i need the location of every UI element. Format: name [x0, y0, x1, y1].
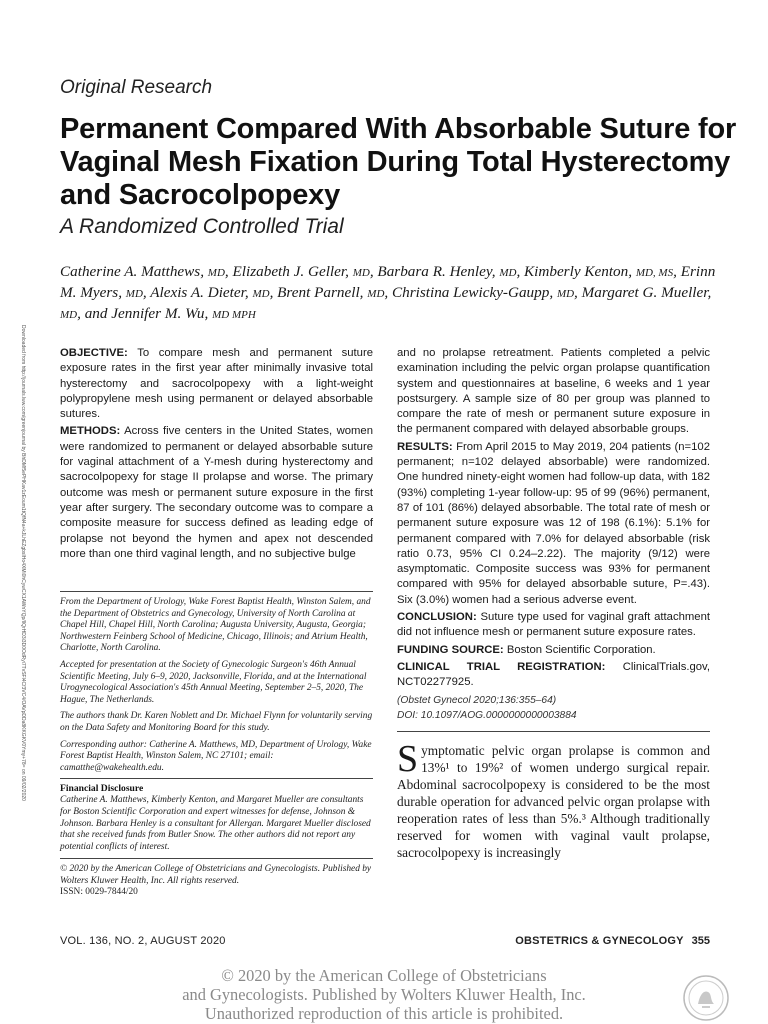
- author-degree: MD: [352, 267, 370, 279]
- abstract-funding: [397, 643, 710, 658]
- disclosure-title: Financial Disclosure: [60, 783, 144, 795]
- running-footer: [515, 935, 710, 947]
- author-name: Catherine A. Matthews,: [60, 263, 208, 280]
- abstract-left-column: [60, 346, 373, 564]
- author-degree: MD: [556, 288, 575, 300]
- funding-text: Boston Scientific Corporation.: [506, 643, 656, 656]
- author-degree: MD: [125, 288, 143, 300]
- author-name: Kimberly Kenton,: [524, 263, 636, 280]
- doi-line: DOI: 10.1097/AOG.0000000000003884: [397, 709, 577, 721]
- front-matter-notes: [60, 591, 373, 899]
- author-name: Christina Lewicky-Gaupp,: [391, 284, 557, 301]
- conclusion-text: Suture type used for vaginal graft attachment did not influence mesh or permanent suture exposure rates.: [397, 611, 710, 639]
- article-type-label: Original Research: [60, 77, 213, 98]
- article-subtitle: A Randomized Controlled Trial: [60, 215, 344, 238]
- author-degree: MD: [207, 267, 225, 279]
- author-name: Barbara R. Henley,: [377, 263, 500, 280]
- results-label: RESULTS:: [397, 440, 453, 453]
- copyright-watermark: [0, 966, 768, 1023]
- author-degree: MD: [499, 267, 517, 279]
- citation-line: (Obstet Gynecol 2020;136:355–64): [397, 694, 557, 706]
- disclosure-note: Catherine A. Matthews, Kimberly Kenton, and Margaret Mueller are consultants for Boston Scientific Corporation and expert witnesses for defense, Johnson & Johnson. Barbara Henley is a consultant for Allergan. Margaret Mueller disclosed that she received funds from Butler Snow. The other authors did not report any potential conflicts of interest.: [60, 795, 371, 852]
- article-title: Permanent Compared With Absorbable Suture for Vaginal Mesh Fixation During Total Hysterectomy and Sacrocolpopexy: [60, 113, 737, 211]
- watermark-line-1: © 2020 by the American College of Obstetricians: [221, 966, 547, 985]
- author-degree: MD MPH: [212, 309, 256, 321]
- abstract-objective: [60, 346, 373, 422]
- divider: [60, 591, 373, 592]
- author-list: Catherine A. Matthews, MD, Elizabeth J. Geller, MD, Barbara R. Henley, MD, Kimberly Kenton, MD, MS, Erinn M. Myers, MD, Alexis A. Dieter, MD, Brent Parnell, MD, Christina Lewicky-Gaupp, MD, Margaret G. Mueller, MD, and Jennifer M. Wu, MD MPH: [60, 263, 716, 322]
- author-degree: MD, MS: [635, 267, 674, 279]
- drop-cap: S: [397, 737, 419, 780]
- funding-label: FUNDING SOURCE:: [397, 643, 504, 656]
- results-text: From April 2015 to May 2019, 204 patients (n=102 permanent; n=102 delayed absorbable) were randomized. One hundred ninety-eight women had follow-up data, with 182 (93%) completing 1-year follow-up: 95 of 99 (96%) permanent, 87 of 101 (86%) delayed absorbable. The total rate of mesh or permanent suture exposure was 12 of 198 (6.1%): 5.1% for permanent compared with 7.0% for delayed absorbable (risk ratio 0.73, 95% CI 0.24–2.22). The majority (9/12) were asymptomatic. Composite success was 93% for permanent compared with 95% for delayed absorbable suture, P=.43). Six (3.0%) women had a serious adverse event.: [397, 440, 710, 606]
- affiliation-note: From the Department of Urology, Wake Forest Baptist Health, Winston Salem, and the Department of Obstetrics and Gynecology, University of North Carolina at Chapel Hill, Chapel Hill, North Carolina; Augusta University, Augusta, Georgia; Northwestern Feinberg School of Medicine, Chicago, Illinois; and Atrium Health, Charlotte, North Carolina.: [60, 597, 371, 654]
- abstract-conclusion: [397, 610, 710, 641]
- author-degree: MD: [367, 288, 385, 300]
- watermark-line-3: Unauthorized reproduction of this article is prohibited.: [204, 1004, 564, 1023]
- copyright-note: © 2020 by the American College of Obstetricians and Gynecologists. Published by Wolters Kluwer Health, Inc. All rights reserved.: [60, 864, 372, 886]
- author-degree: MD: [252, 288, 270, 300]
- methods-text: Across five centers in the United States, women were randomized to permanent or delayed absorbable suture for vaginal attachment of a Y-mesh during hysterectomy and sacrocolpopexy for stage II prolapse and worse. The primary outcome was mesh or permanent suture exposure in the first year after surgery. The secondary outcome was to compare a composite measure for success defined as leading edge of prolapse not beyond the hymen and apex not descended more than one third vaginal length, and no subjective bulge: [60, 425, 373, 560]
- abstract-registration: [397, 660, 710, 691]
- abstract-methods-continued: and no prolapse retreatment. Patients completed a pelvic examination including the pelvic organ prolapse quantification system and questionnaires at baseline, 6 weeks and 1 year postsurgery. A sample size of 80 per group was planned to compare the rate of mesh or permanent suture exposure in the permanent compared with delayed absorbable groups.: [397, 347, 710, 436]
- download-side-note: Downloaded from http://journals.lww.com/greenjournal by BhDMf5ePHKav1zEoum1tQfN4a+kJLhEZgbsIHo4XMi0hCywCX1AWnYQp/IlQrHD3i3D0OdRyi7TvSFl4Cf3VC4/OAVpDDa8KKGKV0Ymy+78= on 09/02/2020: [20, 325, 26, 801]
- acog-seal-icon: [682, 974, 730, 1022]
- author-degree: MD: [60, 309, 78, 321]
- objective-label: OBJECTIVE:: [60, 347, 128, 359]
- author-name: Margaret G. Mueller,: [581, 284, 712, 301]
- registration-text: ClinicalTrials.gov, NCT02277925.: [397, 660, 710, 689]
- page-number: 355: [691, 935, 710, 947]
- introduction-text: ymptomatic pelvic organ prolapse is common and 13%¹ to 19%² of women undergo surgical repair. Abdominal sacrocolpopexy is considered to be the most durable operation for advanced pelvic organ prolapse with reoperation rates of less than 5%.³ Although traditionally reserved for women with vaginal vault prolapse, sacrocolpopexy is increasingly: [397, 742, 710, 860]
- author-name: and Jennifer M. Wu,: [84, 305, 213, 322]
- author-name: Elizabeth J. Geller,: [232, 263, 353, 280]
- issue-info: VOL. 136, NO. 2, AUGUST 2020: [60, 935, 226, 947]
- methods-label: METHODS:: [60, 425, 121, 438]
- abstract-right-column: [397, 346, 710, 861]
- author-name: Alexis A. Dieter,: [150, 284, 253, 301]
- divider: [60, 858, 373, 859]
- abstract-methods: [60, 424, 373, 562]
- divider: [397, 731, 710, 732]
- abstract-results: [397, 440, 710, 608]
- watermark-line-2: and Gynecologists. Published by Wolters Kluwer Health, Inc.: [182, 985, 586, 1004]
- journal-name: OBSTETRICS & GYNECOLOGY: [515, 935, 684, 947]
- objective-text: To compare mesh and permanent suture exposure rates in the first year after minimally invasive total hysterectomy and sacrocolpopexy with a light-weight polypropylene mesh using permanent or delayed absorbable sutures.: [60, 347, 373, 421]
- acknowledgement-note: The authors thank Dr. Karen Noblett and Dr. Michael Flynn for voluntarily serving on the Data Safety and Monitoring Board for this study.: [60, 711, 373, 733]
- author-name: Erinn M. Myers,: [60, 263, 716, 301]
- issn-note: ISSN: 0029-7844/20: [60, 887, 138, 898]
- conclusion-label: CONCLUSION:: [397, 611, 477, 624]
- registration-label: CLINICAL TRIAL REGISTRATION:: [397, 660, 606, 673]
- introduction-paragraph: [397, 737, 710, 861]
- divider: [60, 778, 373, 779]
- author-name: Brent Parnell,: [277, 284, 368, 301]
- correspondence-note: Corresponding author: Catherine A. Matthews, MD, Department of Urology, Wake Forest Baptist Health, Winston Salem, NC 27101; email: camatthe@wakehealth.edu.: [60, 739, 372, 773]
- presentation-note: Accepted for presentation at the Society of Gynecologic Surgeon's 46th Annual Scientific Meeting, July 6–9, 2020, Jacksonville, Florida, and at the International Urogynecological Association's 45th Annual Meeting, September 2–5, 2020, The Hague, The Netherlands.: [60, 659, 367, 705]
